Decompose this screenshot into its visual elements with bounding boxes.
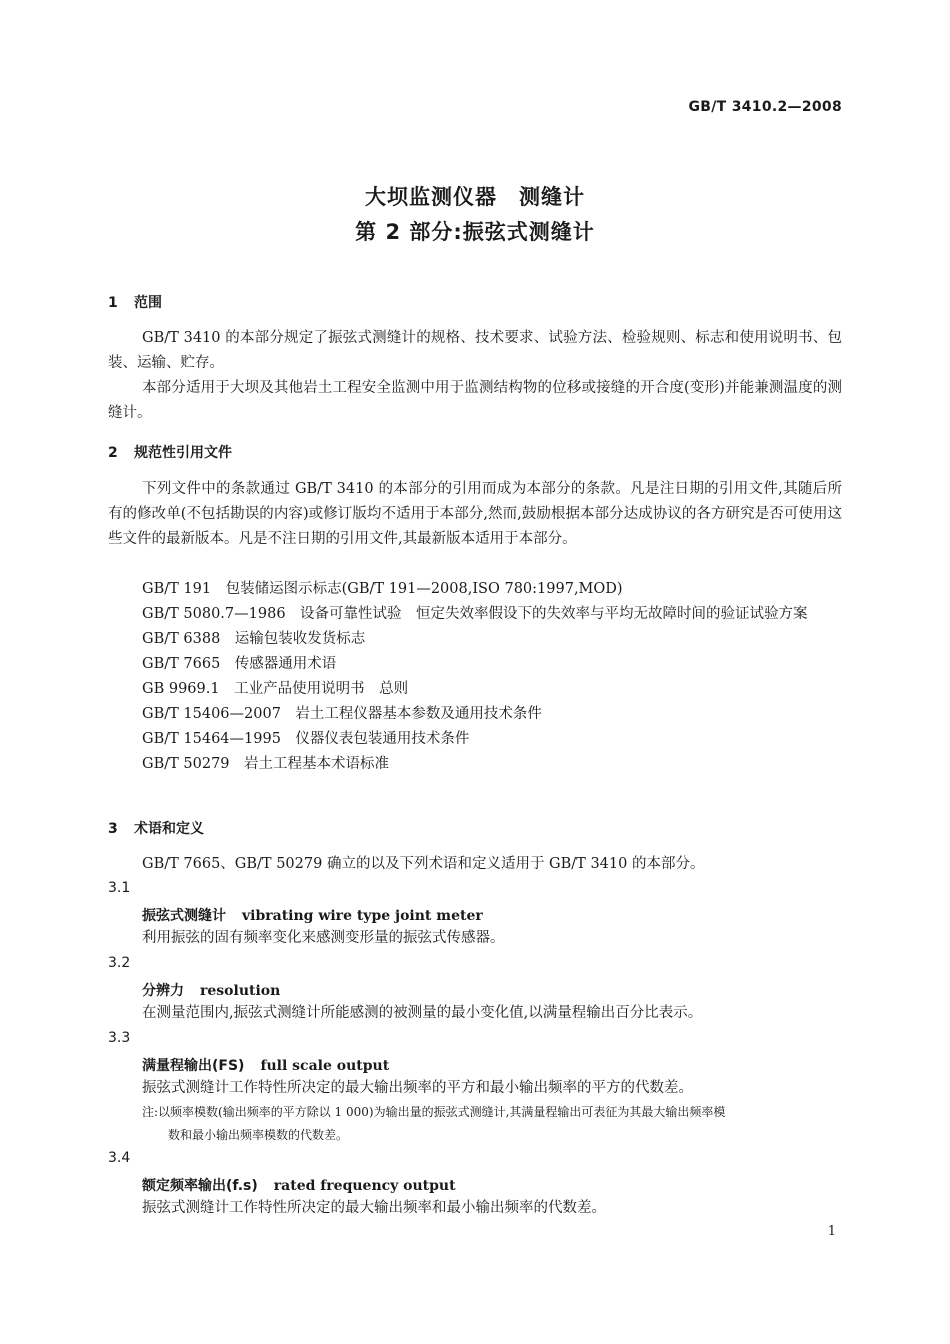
term-definition: 振弦式测缝计工作特性所决定的最大输出频率的平方和最小输出频率的平方的代数差。 xyxy=(142,1080,693,1096)
reference-item: GB/T 191 包装储运图示标志(GB/T 191—2008,ISO 780:1997,MOD) xyxy=(142,581,623,597)
section-2-intro xyxy=(108,477,842,552)
title-line-1: 大坝监测仪器 测缝计 xyxy=(365,185,585,209)
section-1-body xyxy=(108,326,842,426)
term-title xyxy=(142,1175,456,1195)
term-cn: 振弦式测缝计 xyxy=(142,908,226,924)
term-title xyxy=(142,1055,389,1075)
term-definition: 利用振弦的固有频率变化来感测变形量的振弦式传感器。 xyxy=(142,930,505,946)
reference-item: GB/T 15464—1995 仪器仪表包装通用技术条件 xyxy=(142,731,470,747)
section-1-heading xyxy=(108,292,162,312)
term-en: rated frequency output xyxy=(273,1178,456,1194)
page-number: 1 xyxy=(827,1224,836,1239)
section-title: 术语和定义 xyxy=(134,821,204,837)
paragraph: GB/T 7665、GB/T 50279 确立的以及下列术语和定义适用于 GB/T 3410 的本部分。 xyxy=(142,856,705,872)
term-number: 3.4 xyxy=(108,1150,131,1166)
term-title xyxy=(142,980,280,1000)
paragraph: 下列文件中的条款通过 GB/T 3410 的本部分的引用而成为本部分的条款。凡是注日期的引用文件,其随后所有的修改单(不包括勘误的内容)或修订版均不适用于本部分,然而,鼓励根据本部分达成协议的各方研究是否可使用这些文件的最新版本。凡是不注日期的引用文件,其最新版本适用于本部分。 xyxy=(108,481,842,547)
term-en: resolution xyxy=(200,983,281,999)
term-number: 3.1 xyxy=(108,880,131,896)
term-cn: 额定频率输出(f.s) xyxy=(142,1178,258,1194)
paragraph: GB/T 3410 的本部分规定了振弦式测缝计的规格、技术要求、试验方法、检验规则、标志和使用说明书、包装、运输、贮存。 xyxy=(108,330,842,371)
title-line-2: 第 2 部分:振弦式测缝计 xyxy=(355,220,595,244)
reference-item: GB/T 5080.7—1986 设备可靠性试验 恒定失效率假设下的失效率与平均无故障时间的验证试验方案 xyxy=(142,606,808,622)
term-note-line: 注:以频率模数(输出频率的平方除以 1 000)为输出量的振弦式测缝计,其满量程输出可表征为其最大输出频率模 xyxy=(142,1105,726,1119)
reference-item: GB/T 7665 传感器通用术语 xyxy=(142,656,337,672)
section-2-heading xyxy=(108,442,232,462)
standard-code: GB/T 3410.2—2008 xyxy=(688,99,842,115)
section-3-heading xyxy=(108,818,204,838)
section-title: 规范性引用文件 xyxy=(134,445,232,461)
term-en: full scale output xyxy=(260,1058,390,1074)
term-number: 3.2 xyxy=(108,955,131,971)
term-cn: 满量程输出(FS) xyxy=(142,1058,245,1074)
term-definition: 在测量范围内,振弦式测缝计所能感测的被测量的最小变化值,以满量程输出百分比表示。 xyxy=(142,1005,703,1021)
term-title xyxy=(142,905,483,925)
reference-item: GB/T 15406—2007 岩土工程仪器基本参数及通用技术条件 xyxy=(142,706,542,722)
term-cn: 分辨力 xyxy=(142,983,184,999)
term-number: 3.3 xyxy=(108,1030,131,1046)
section-number: 3 xyxy=(108,821,118,837)
reference-item: GB/T 6388 运输包装收发货标志 xyxy=(142,631,366,647)
reference-item: GB/T 50279 岩土工程基本术语标准 xyxy=(142,756,390,772)
term-definition: 振弦式测缝计工作特性所决定的最大输出频率和最小输出频率的代数差。 xyxy=(142,1200,606,1216)
term-note-line: 数和最小输出频率模数的代数差。 xyxy=(168,1128,349,1142)
reference-item: GB 9969.1 工业产品使用说明书 总则 xyxy=(142,681,409,697)
section-number: 1 xyxy=(108,295,118,311)
section-3-intro xyxy=(108,852,842,877)
reference-list xyxy=(108,577,842,777)
paragraph: 本部分适用于大坝及其他岩土工程安全监测中用于监测结构物的位移或接缝的开合度(变形)并能兼测温度的测缝计。 xyxy=(108,380,842,421)
term-en: vibrating wire type joint meter xyxy=(242,908,483,924)
section-title: 范围 xyxy=(134,295,162,311)
section-number: 2 xyxy=(108,445,118,461)
